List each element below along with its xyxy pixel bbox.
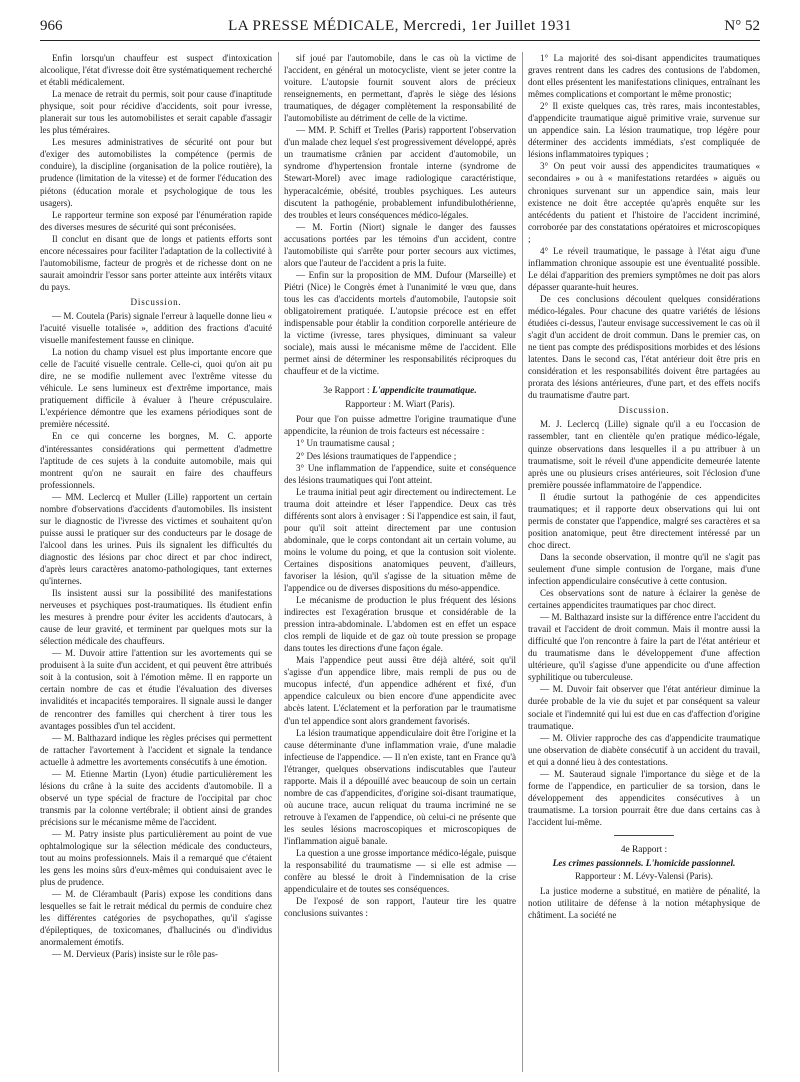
page-number: 966 — [40, 18, 63, 34]
paragraph: Le mécanisme de production le plus fréquent des lésions indirectes est l'exagération brusque et considérable de la pression intra-abdominale. L'abdomen est en effet un espace clos rempli de liquide et de gaz où toute pression se propage dans toutes les directions d'une façon égale. — [284, 595, 516, 654]
paragraph: 3° On peut voir aussi des appendicites traumatiques « secondaires » ou à « manifestations retardées » aiguës ou chroniques survenant sur un appendice sain, mais leur existence ne doit être acceptée qu'après enquête sur les antécédents du patient et l'histoire de l'accident incriminé, corroborée par des constatations opératoires et microscopiques ; — [528, 161, 760, 244]
section-heading-discussion: Discussion. — [130, 296, 182, 307]
paragraph: 4° Le réveil traumatique, le passage à l'état aigu d'une inflammation chronique assoupie est une éventualité possible. Le délai d'apparition des premiers symptômes ne doit pas alors dépasser quarante-huit heures. — [528, 245, 760, 292]
paragraph: Ces observations sont de nature à éclairer la genèse de certaines appendicites traumatiques par choc direct. — [528, 588, 760, 611]
paragraph: — M. Balthazard insiste sur la différence entre l'accident du travail et l'accident de droit commun. Mais il montre aussi la difficulté que l'on rencontre à faire la part de l'état antérieur et du traumatisme dans le développement d'une affection ultérieure, qu'il s'agisse d'une appendicite ou d'une affection syphilitique ou tuberculeuse. — [528, 612, 760, 683]
paragraph: — M. Duvoir attire l'attention sur les avortements qui se produisent à la suite d'un accident, et qui peuvent être attribués soit à la contusion, soit à l'émotion même. Il en rapporte un certain nombre de cas et étudie l'évaluation des diverses invalidités et incapacités temporaires. Il signale aussi le danger de rencontrer des familles qui cherchent à tirer tous les avantages possibles d'un tel accident. — [40, 648, 272, 731]
column-left — [40, 52, 272, 1074]
paragraph: — M. Coutela (Paris) signale l'erreur à laquelle donne lieu « l'acuité visuelle totalisée », addition des fractions d'acuité visuelle manifestement fausse en clinique. — [40, 310, 272, 346]
paragraph: — M. Patry insiste plus particulièrement au point de vue ophtalmologique sur la sélection médicale des conducteurs, tout au moins professionnels. Mais il a remarqué que c'étaient les gens les moins sûrs d'eux-mêmes qui conduisaient avec le plus de prudence. — [40, 829, 272, 888]
paragraph: De ces conclusions découlent quelques considérations médico-légales. Pour chacune des quatre variétés de lésions étudiées ci-dessus, l'auteur envisage successivement le cas où il s'agit d'un accident de droit commun. Dans le premier cas, on ne tient pas compte des prédispositions morbides et des lésions latentes. Dans le second cas, l'état antérieur doit être pris en considération et les responsabilités doivent être partagées au prorata des lésions antérieures, d'une part, et des effets nocifs du traumatisme d'autre part. — [528, 293, 760, 401]
header-rule — [40, 40, 760, 41]
paragraph: Le rapporteur termine son exposé par l'énumération rapide des diverses mesures de sécurité qui sont préconisées. — [40, 209, 272, 232]
paragraph: Dans la seconde observation, il montre qu'il ne s'agit pas seulement d'une simple contusion de l'organe, mais d'une infection appendiculaire consécutive à cette contusion. — [528, 551, 760, 587]
journal-title: LA PRESSE MÉDICALE, Mercredi, 1er Juillet 1931 — [228, 18, 572, 34]
report-title: L'appendicite traumatique. — [372, 386, 477, 397]
column-divider — [278, 52, 279, 1072]
report-heading — [284, 385, 516, 397]
issue-number: N° 52 — [724, 18, 760, 34]
paragraph: Il conclut en disant que de longs et patients efforts sont encore nécessaires pour faciliter l'adaptation de la collectivité à l'automobilisme, facteur de progrès et de richesse dont on ne saurait amoindrir l'essor sans porter atteinte aux intérêts vitaux du pays. — [40, 233, 272, 292]
paragraph: — M. Dervieux (Paris) insiste sur le rôle pas- — [52, 949, 218, 960]
paragraph: — M. Balthazard indique les règles précises qui permettent de rattacher l'avortement à l'accident et signale la tendance actuelle à admettre les avortements consécutifs à une émotion. — [40, 732, 272, 767]
column-middle — [284, 52, 516, 1074]
paragraph: La menace de retrait du permis, soit pour cause d'inaptitude physique, soit pour récidive d'accidents, soit pour ivresse, planerait sur tous les automobilistes et serait capable d'assagir les plus téméraires. — [40, 89, 272, 136]
paragraph: Ils insistent aussi sur la possibilité des manifestations nerveuses et psychiques post-traumatiques. Ils étudient enfin les mesures à prendre pour éviter les accidents d'autocars, à cause de leur gravité, et terminent par quelques mots sur la sélection médicale des chauffeurs. — [40, 588, 272, 647]
list-item: 2° Des lésions traumatiques de l'appendice ; — [296, 450, 457, 461]
paragraph: Pour que l'on puisse admettre l'origine traumatique d'une appendicite, la réunion de trois facteurs est nécessaire : — [284, 414, 516, 437]
paragraph: La notion du champ visuel est plus importante encore que celle de l'acuité visuelle centrale. Celle-ci, quoi qu'on ait pu dire, ne se modifie nullement avec l'extrême vitesse du véhicule. Le sens lumineux est d'extrême importance, mais pratiquement difficile à évaluer à l'heure crépusculaire. L'expérience démontre que les examens périodiques sont de première nécessité. — [40, 347, 272, 430]
paragraph: — M. Fortin (Niort) signale le danger des fausses accusations portées par les témoins d'un accident, contre l'automobiliste qui s'arrête pour porter secours aux victimes, alors que l'auteur de l'accident a pris la fuite. — [284, 221, 516, 268]
paragraph: — M. Etienne Martin (Lyon) étudie particulièrement les lésions du crâne à la suite des accidents d'automobile. Il a observé un type spécial de fracture de l'occipital par choc transmis par la colonne vertébrale; il obtient ainsi de grandes précisions sur le mécanisme même de l'accident. — [40, 768, 272, 827]
paragraph: M. J. Leclercq (Lille) signale qu'il a eu l'occasion de rassembler, tant en clientèle qu'en pratique médico-légale, quinze observations dans lesquelles il a pu attribuer à un traumatisme, soit le réveil d'une appendicite demeurée latente après une ou plusieurs crises antérieures, soit l'éclosion d'une première poussée inflammatoire de l'appendice. — [528, 419, 760, 490]
paragraph: 1° La majorité des soi-disant appendicites traumatiques graves rentrent dans les cadres des contusions de l'abdomen, dont elles présentent les manifestations cliniques, entraînant les mêmes complications et comportant le même pronostic; — [528, 53, 760, 100]
report-label: 4e Rapport : — [620, 845, 668, 855]
paragraph: Le trauma initial peut agir directement ou indirectement. Le trauma doit atteindre et léser l'appendice. Deux cas très différents sont alors à envisager : Si l'appendice est sain, il faut, pour qu'il soit atteint directement par une contusion abdominale, que le corps contondant ait un certain volume, au moins le volume du poing, et que la contusion soit violente. Certaines dispositions anatomiques peuvent, d'ailleurs, favoriser la lésion, qu'il s'agisse de la situation même de l'appendice ou de diverses dispositions du méso-appendice. — [284, 486, 516, 594]
paragraph: Mais l'appendice peut aussi être déjà altéré, soit qu'il s'agisse d'un appendice libre, mais rempli de pus ou de mucopus infecté, d'un appendice adhérent et fixé, d'un appendice calculeux ou bien encore d'une appendicite avec abcès latent. L'éclatement et la perforation par le traumatisme d'un tel appendice sont alors grandement favorisés. — [284, 655, 516, 726]
paragraph: — MM. Leclercq et Muller (Lille) rapportent un certain nombre d'observations d'accidents d'automobiles. Ils insistent sur le diagnostic de l'ivresse des victimes et souhaitent qu'on puisse aussi le pratiquer sur des conducteurs par le dosage de l'alcool dans les urines. Puis ils signalent les difficultés du diagnostic des lésions par choc direct et par choc indirect, d'après leurs caractères anatomo-pathologiques, tant externes qu'internes. — [40, 491, 272, 587]
rapporteur-line: Rapporteur : M. Lévy-Valensi (Paris). — [575, 871, 713, 882]
list-item: 3° Une inflammation de l'appendice, suite et conséquence des lésions traumatiques qui l'ont atteint. — [284, 462, 516, 485]
report-title: Les crimes passionnels. L'homicide passionnel. — [552, 859, 736, 870]
paragraph: Il étudie surtout la pathogénie de ces appendicites traumatiques; et il rapporte deux observations qui lui ont permis de constater que l'appendice, malgré ses caractères et sa position anatomique, peut être directement intéressé par un choc direct. — [528, 491, 760, 550]
paragraph: La lésion traumatique appendiculaire doit être l'origine et la cause déterminante d'une inflammation vraie, d'une maladie infectieuse de l'appendice. — Il n'en existe, tant en France qu'à l'étranger, quelques observations indiscutables que l'auteur rapporte. Mais il a dépouillé avec beaucoup de soin un certain nombre de cas d'appendicites, d'origine soi-disant traumatique, où aucune trace, aucun reliquat du trauma incriminé ne se retrouve à l'examen de l'appendice, où celui-ci ne présente que les seules lésions macroscopiques et microscopiques de l'inflammation aiguë banale. — [284, 727, 516, 846]
rapporteur-line: Rapporteur : M. Wiart (Paris). — [345, 399, 455, 410]
paragraph: — M. Sauteraud signale l'importance du siège et de la forme de l'appendice, en particulier de sa torsion, dans le développement des appendicites consécutives à un traumatisme. La torsion pourrait être due dans certains cas à l'accident lui-même. — [528, 768, 760, 827]
page-header — [40, 14, 760, 42]
report-label: 3e Rapport : — [323, 386, 370, 397]
column-right — [528, 52, 760, 1074]
paragraph: sif joué par l'automobile, dans le cas où la victime de l'accident, en général un motocycliste, vient se jeter contre la voiture. L'autopsie fournit souvent alors de précieux renseignements, en permettant, d'après le siège des lésions traumatiques, de dégager complètement la responsabilité de l'automobiliste au détriment de celle de la victime. — [284, 53, 516, 124]
section-heading-discussion: Discussion. — [618, 405, 670, 416]
paragraph: — MM. P. Schiff et Trelles (Paris) rapportent l'observation d'un malade chez lequel s'est progressivement développé, après un traumatisme crânien par accident d'automobile, un syndrome d'hypertension frontale interne (syndrome de Stewart-Morel) avec image radiologique caractéristique, hyperacalcémie, obésité, troubles psychiques. Les auteurs discutent la pathogénie, probablement infundibulothérienne, des troubles et leurs conséquences médico-légales. — [284, 125, 516, 220]
paragraph: 2° Il existe quelques cas, très rares, mais incontestables, d'appendicite traumatique aiguë primitive vraie, survenue sur un appendice sain. La lésion traumatique, trop légère pour déterminer des accidents immédiats, s'est compliquée de lésions inflammatoires typiques ; — [528, 101, 760, 160]
paragraph: En ce qui concerne les borgnes, M. C. apporte d'intéressantes considérations qui permettent d'admettre l'aptitude de ces sujets à la conduite automobile, mais qui montrent qu'on ne saurait en faire des chauffeurs professionnels. — [40, 431, 272, 490]
paragraph: La justice moderne a substitué, en matière de pénalité, la notion utilitaire de défense à la notion métaphysique de châtiment. La société ne — [528, 886, 760, 921]
paragraph: — M. de Clérambault (Paris) expose les conditions dans lesquelles se fait le retrait médical du permis de conduire chez les différentes catégories de psychopathes, qu'il s'agisse d'épileptiques, de toxicomanes, d'hallucinés ou d'individus anormalement émotifs. — [40, 889, 272, 948]
paragraph: — M. Olivier rapproche des cas d'appendicite traumatique une observation de diabète consécutif à un accident du travail, et qui a donné lieu à des contestations. — [528, 732, 760, 767]
paragraph: La question a une grosse importance médico-légale, puisque la responsabilité du traumatisme — si elle est admise — confère au blessé le droit à l'indemnisation de la crise appendiculaire et de toutes ses conséquences. — [284, 848, 516, 895]
column-divider — [522, 52, 523, 1072]
paragraph: De l'exposé de son rapport, l'auteur tire les quatre conclusions suivantes : — [284, 896, 516, 919]
paragraph: — Enfin sur la proposition de MM. Dufour (Marseille) et Piétri (Nice) le Congrès émet à l'unanimité le vœu que, dans tous les cas d'accidents mortels d'automobile, l'autopsie soit obligatoirement pratiquée. L'autopsie précoce est en effet indispensable pour établir la condition corporelle antérieure de la victime (ivresse, tares physiques, diminuant sa valeur sociale), mais aussi le mécanisme même de l'accident. Elle permet ainsi de déterminer les responsabilités réciproques du chauffeur et de la victime. — [284, 269, 516, 377]
paragraph: Enfin lorsqu'un chauffeur est suspect d'intoxication alcoolique, l'état d'ivresse doit être systématiquement recherché et établi médicalement. — [40, 53, 272, 88]
paragraph: Les mesures administratives de sécurité ont pour but d'exiger des automobilistes la compétence (permis de conduire), la discipline (organisation de la police routière), la prudence (limitation de la vitesse) et de former l'éducation des piétons (éducation morale et psychologique de tous les usagers). — [40, 137, 272, 208]
section-separator — [614, 835, 674, 836]
paragraph: — M. Duvoir fait observer que l'état antérieur diminue la durée probable de la vie du sujet et par conséquent sa valeur sociale et l'indemnité qui lui est due en cas d'affection d'origine traumatique. — [528, 684, 760, 731]
list-item: 1° Un traumatisme causal ; — [296, 438, 395, 449]
